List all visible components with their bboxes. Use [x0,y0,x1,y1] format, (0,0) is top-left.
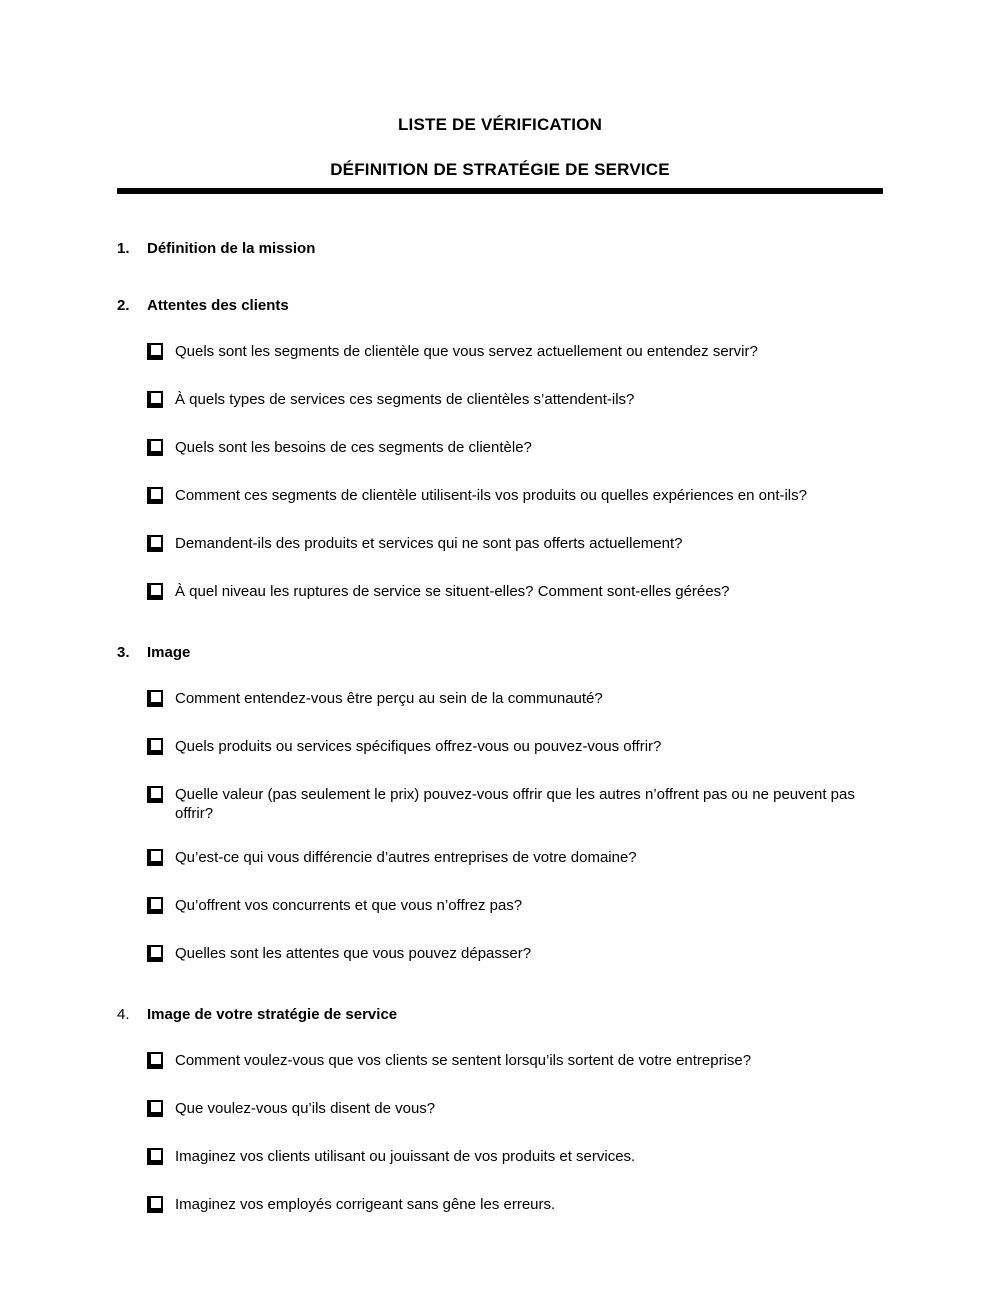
checkbox-icon [147,945,163,962]
checklist-item-label: Quels produits ou services spécifiques offrez-vous ou pouvez-vous offrir? [175,738,662,755]
document-title-line1: LISTE DE VÉRIFICATION [397,115,603,134]
checkbox-cell [147,944,175,967]
section-heading [117,296,883,315]
checklist-item [147,848,883,871]
section-number: 4. [117,1006,130,1023]
checkbox-cell [147,737,175,760]
checklist-item-label: Quelles sont les attentes que vous pouvez dépasser? [175,945,532,962]
checklist-item-label: Qu’est-ce qui vous différencie d’autres entreprises de votre domaine? [175,849,637,866]
checkbox-cell [147,896,175,919]
checkbox-cell [147,689,175,712]
checkbox-icon [147,786,163,803]
checkbox-icon [147,1148,163,1165]
section [117,643,883,967]
checklist-item [147,1099,883,1122]
checklist-item [147,737,883,760]
checkbox-icon [147,487,163,504]
checklist-item [147,896,883,919]
checkbox-cell [147,438,175,461]
checkbox-icon [147,583,163,600]
checkbox-cell [147,1051,175,1074]
checklist-item-label: Imaginez vos employés corrigeant sans gêne les erreurs. [175,1196,556,1213]
checklist-item-label: Demandent-ils des produits et services qui ne sont pas offerts actuellement? [175,535,683,552]
checkbox-cell [147,342,175,365]
checklist-item [147,1147,883,1170]
checklist-items [147,689,883,967]
checklist-item-label: Quels sont les besoins de ces segments de clientèle? [175,439,532,456]
section-title: Image de votre stratégie de service [147,1006,398,1023]
checkbox-cell [147,534,175,557]
checklist-item-label: Quelle valeur (pas seulement le prix) pouvez-vous offrir que les autres n’offrent pas ou ne peuvent pas offrir? [175,786,855,822]
section-heading [117,239,883,258]
checklist-item [147,582,883,605]
checkbox-icon [147,535,163,552]
document-title-line2: DÉFINITION DE STRATÉGIE DE SERVICE [330,160,670,179]
checkbox-icon [147,897,163,914]
section-number: 1. [117,240,130,257]
checkbox-icon [147,343,163,360]
checklist-item-label: À quel niveau les ruptures de service se situent-elles? Comment sont-elles gérées? [175,583,730,600]
checkbox-icon [147,1196,163,1213]
section-heading [117,643,883,662]
checkbox-icon [147,1052,163,1069]
checklist-item [147,785,883,823]
checkbox-cell [147,582,175,605]
checkbox-icon [147,738,163,755]
checklist-items [147,342,883,605]
checkbox-icon [147,391,163,408]
checkbox-cell [147,1147,175,1170]
checklist-item-label: Comment ces segments de clientèle utilisent-ils vos produits ou quelles expériences en ont-ils? [175,487,807,504]
checkbox-cell [147,390,175,413]
section [117,1005,883,1218]
checklist-item [147,689,883,712]
checklist-item-label: Imaginez vos clients utilisant ou jouissant de vos produits et services. [175,1148,636,1165]
section-number: 3. [117,644,130,661]
checklist-item [147,944,883,967]
checkbox-cell [147,785,175,808]
section-heading [117,1005,883,1024]
section [117,296,883,605]
checklist-item-label: Qu’offrent vos concurrents et que vous n’offrez pas? [175,897,523,914]
checklist-item [147,342,883,365]
checklist-item-label: À quels types de services ces segments de clientèles s’attendent-ils? [175,391,635,408]
checklist-item [147,534,883,557]
section-number: 2. [117,297,130,314]
checklist-item-label: Comment entendez-vous être perçu au sein de la communauté? [175,690,603,707]
checkbox-icon [147,439,163,456]
title-rule-divider [117,188,883,194]
section-title: Image [147,644,191,661]
checkbox-icon [147,690,163,707]
section [117,239,883,258]
checklist-item [147,438,883,461]
checklist-item [147,1051,883,1074]
section-title: Attentes des clients [147,297,289,314]
checklist-item-label: Comment voulez-vous que vos clients se sentent lorsqu’ils sortent de votre entreprise? [175,1052,752,1069]
checklist-item [147,1195,883,1218]
checklist-item [147,390,883,413]
checkbox-cell [147,848,175,871]
checklist-item-label: Que voulez-vous qu’ils disent de vous? [175,1100,436,1117]
sections [117,239,883,1218]
checklist-item-label: Quels sont les segments de clientèle que vous servez actuellement ou entendez servir? [175,343,758,360]
checkbox-cell [147,486,175,509]
checkbox-cell [147,1099,175,1122]
section-title: Définition de la mission [147,240,316,257]
checkbox-icon [147,849,163,866]
checklist-item [147,486,883,509]
checkbox-cell [147,1195,175,1218]
checkbox-icon [147,1100,163,1117]
checklist-items [147,1051,883,1218]
